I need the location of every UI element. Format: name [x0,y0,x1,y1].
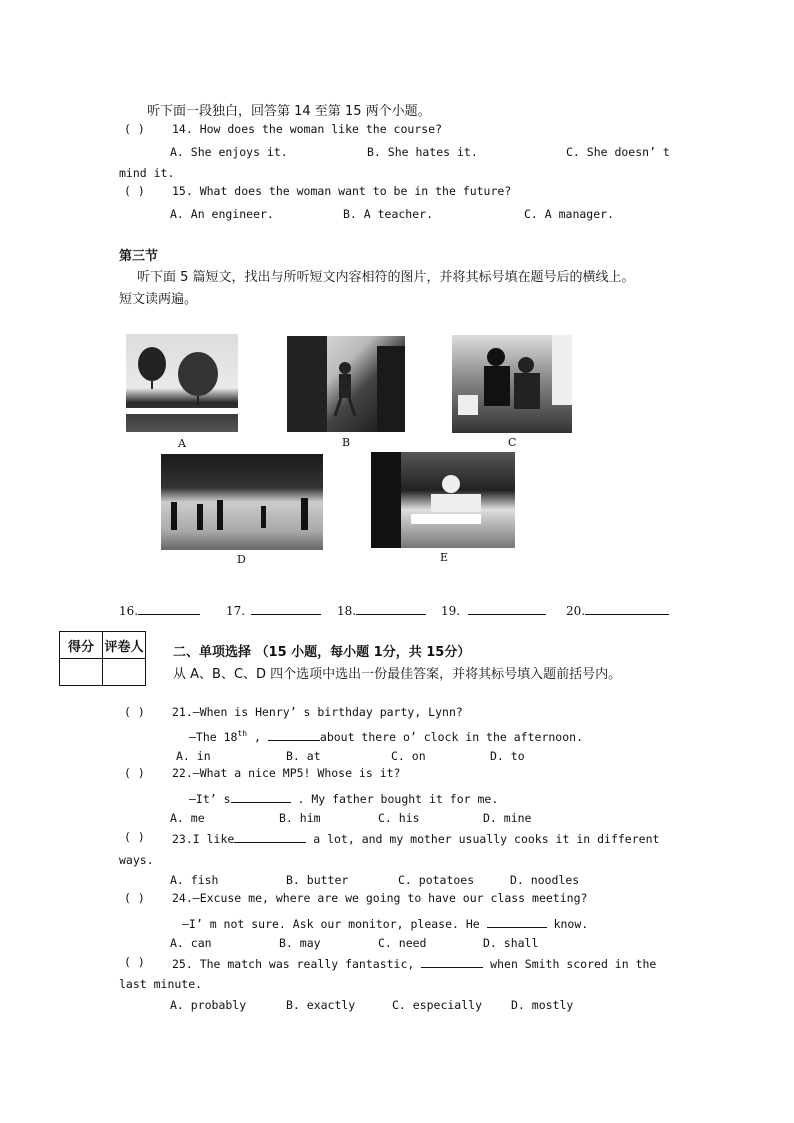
section3-instruction-line2: 短文读两遍。 [119,292,198,307]
q22-option-a: A. me [170,811,205,825]
grader-header: 评卷人 [103,632,146,659]
q22-line2: —It’ s . My father bought it for me. [189,792,499,806]
q24-option-c: C. need [378,936,427,950]
q21-option-c: C. on [391,749,426,763]
answer-16: 16. [119,602,200,618]
q15-option-a: A. An engineer. [170,207,274,221]
q25-blank[interactable] [421,955,483,968]
q24-option-b: B. may [279,936,321,950]
q21-line2: —The 18th , about there o’ clock in the afternoon. [189,729,583,744]
picture-b-walking [287,336,405,432]
q23-option-a: A. fish [170,873,219,887]
score-box [59,631,146,686]
part2-instruction: 从 A、B、C、D 四个选项中选出一份最佳答案，并将其标号填入题前括号内。 [173,667,622,682]
q14-paren: ( ) [124,122,145,136]
answer-20: 20. [566,602,669,618]
q25-line1-cont: last minute. [119,977,203,991]
q24-option-a: A. can [170,936,212,950]
picture-b-label: B [342,436,351,449]
q22-paren: ( ) [124,766,145,780]
q25-option-c: C. especially [392,998,483,1012]
q25-paren: ( ) [124,955,145,969]
q21-option-b: B. at [286,749,321,763]
q21-blank[interactable] [268,728,320,741]
q22-option-d: D. mine [483,811,532,825]
q22-option-c: C. his [378,811,420,825]
score-header: 得分 [60,632,103,659]
q23-option-d: D. noodles [510,873,580,887]
q23-line1: 23.I like a lot, and my mother usually cooks it in different [172,832,660,846]
q15-paren: ( ) [124,184,145,198]
q14-option-c: C. She doesn’ t [566,145,670,159]
q25-option-b: B. exactly [286,998,356,1012]
picture-a-balloons [126,334,238,432]
part2-title: 二、单项选择 （15 小题，每小题 1分，共 15分） [173,645,471,660]
answer-19: 19. [441,602,546,618]
q23-option-c: C. potatoes [398,873,475,887]
q14-option-c-cont: mind it. [119,166,175,180]
picture-d-playground [161,454,323,550]
intro-q14-15: 听下面一段独白，回答第 14 至第 15 两个小题。 [147,104,431,119]
q24-line2: —I’ m not sure. Ask our monitor, please. He know. [182,917,589,931]
q22-blank[interactable] [231,790,291,803]
q23-paren: ( ) [124,830,145,844]
q21-option-d: D. to [490,749,525,763]
score-cell[interactable] [60,659,103,686]
answer-20-blank[interactable] [585,602,669,615]
picture-c-label: C [508,436,517,449]
q15-option-c: C. A manager. [524,207,615,221]
answer-16-blank[interactable] [138,602,200,615]
q25-option-d: D. mostly [511,998,574,1012]
q21-paren: ( ) [124,705,145,719]
q23-option-b: B. butter [286,873,349,887]
q21-line1: 21.—When is Henry’ s birthday party, Lynn? [172,705,463,719]
q14-option-a: A. She enjoys it. [170,145,288,159]
q23-line1-cont: ways. [119,853,154,867]
q21-option-a: A. in [176,749,211,763]
q15-stem: 15. What does the woman want to be in the future? [172,184,512,198]
answer-17: 17. [226,602,321,618]
answer-18-blank[interactable] [356,602,426,615]
q14-stem: 14. How does the woman like the course? [172,122,443,136]
q23-blank[interactable] [234,830,306,843]
picture-a-label: A [178,437,186,450]
picture-c-people [452,335,572,433]
section3-instruction-line1: 听下面 5 篇短文，找出与所听短文内容相符的图片，并将其标号填在题号后的横线上。 [137,270,635,285]
picture-d-label: D [237,553,246,566]
q14-option-b: B. She hates it. [367,145,478,159]
picture-e-label: E [440,551,449,564]
answer-17-blank[interactable] [251,602,321,615]
q15-option-b: B. A teacher. [343,207,434,221]
q24-blank[interactable] [487,915,547,928]
q22-line1: 22.—What a nice MP5! Whose is it? [172,766,401,780]
q24-paren: ( ) [124,891,145,905]
answer-18: 18. [337,602,426,618]
q22-option-b: B. him [279,811,321,825]
answer-19-blank[interactable] [468,602,546,615]
q24-line1: 24.—Excuse me, where are we going to have our class meeting? [172,891,588,905]
q24-option-d: D. shall [483,936,539,950]
q25-option-a: A. probably [170,998,247,1012]
grader-cell[interactable] [103,659,146,686]
section3-title: 第三节 [119,249,159,264]
picture-e-reading [371,452,515,548]
q25-line1: 25. The match was really fantastic, when Smith scored in the [172,957,657,971]
